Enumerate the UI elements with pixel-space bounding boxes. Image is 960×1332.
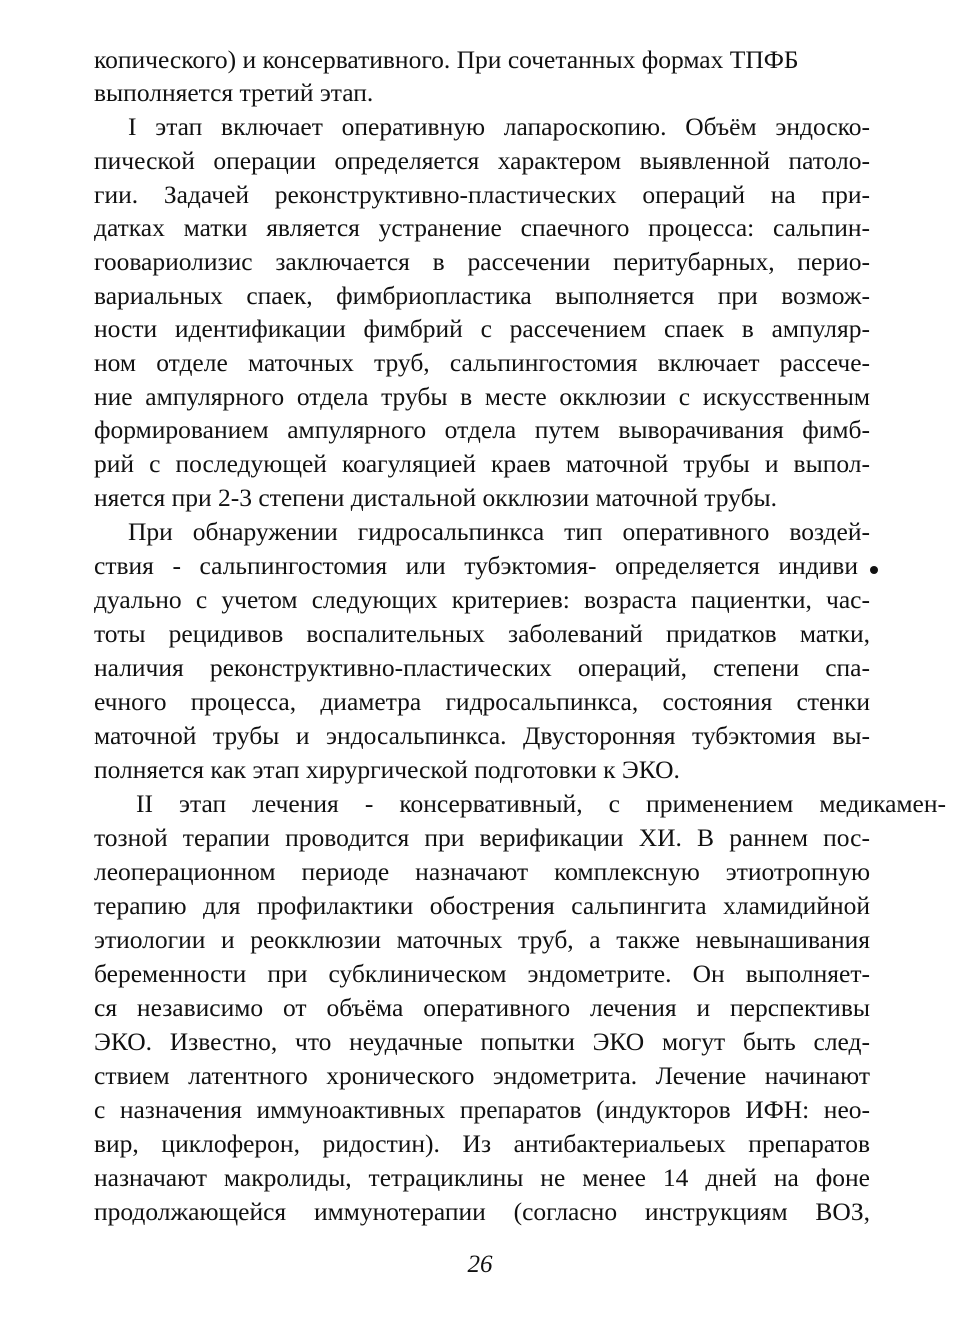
text-line: вариальных спаек, фимбриопластика выполняется при возмож- (94, 281, 870, 310)
bullet-mark (870, 566, 878, 574)
text-line: При обнаружении гидросальпинкса тип оперативного воздей- (128, 517, 870, 546)
text-line: пической операции определяется характером выявленной патоло- (94, 146, 870, 175)
text-line: тозной терапии проводится при верификации ХИ. В раннем пос- (94, 823, 870, 852)
text-line: ние ампулярного отдела трубы в месте окклюзии с искусственным (94, 382, 870, 411)
text-line: терапию для профилактики обострения сальпингита хламидийной (94, 891, 870, 920)
text-line: дуально с учетом следующих критериев: возраста пациентки, час- (94, 585, 870, 614)
text-line: гоовариолизис заключается в рассечении перитубарных, перио- (94, 247, 870, 276)
text-line: этиологии и реокклюзии маточных труб, а также невынашивания (94, 925, 870, 954)
text-line: ности идентификации фимбрий с рассечением спаек в ампуляр- (94, 314, 870, 343)
text-line: ечного процесса, диаметра гидросальпинкса, состояния стенки (94, 687, 870, 716)
text-line: маточной трубы и эндосальпинкса. Двусторонняя тубэктомия вы- (94, 721, 870, 750)
text-line: копического) и консервативного. При сочетанных формах ТПФБ (94, 45, 799, 74)
text-line: ся независимо от объёма оперативного лечения и перспективы (94, 993, 870, 1022)
text-line: ЭКО. Известно, что неудачные попытки ЭКО могут быть след- (94, 1027, 870, 1056)
text-line: ствия - сальпингостомия или тубэктомия- определяется индиви (94, 551, 858, 580)
text-line: тоты рецидивов воспалительных заболеваний придатков матки, (94, 619, 870, 648)
text-line: I этап включает оперативную лапароскопию. Объём эндоско- (128, 112, 870, 141)
text-line: формированием ампулярного отдела путем выворачивания фимб- (94, 415, 870, 444)
text-line: вир, циклоферон, ридостин). Из антибактериальеых препаратов (94, 1129, 870, 1158)
text-line: ном отделе маточных труб, сальпингостомия включает рассече- (94, 348, 870, 377)
text-line: гии. Задачей реконструктивно-пластических операций на при- (94, 180, 870, 209)
text-line: няется при 2-3 степени дистальной окклюзии маточной трубы. (94, 483, 778, 512)
text-line: продолжающейся иммунотерапии (согласно инструкциям ВОЗ, (94, 1197, 870, 1226)
text-line: выполняется третий этап. (94, 78, 374, 107)
text-line: датках матки является устранение спаечного процесса: сальпин- (94, 213, 870, 242)
text-line: наличия реконструктивно-пластических операций, степени спа- (94, 653, 870, 682)
text-line: полняется как этап хирургической подготовки к ЭКО. (94, 755, 680, 784)
text-line: беременности при субклиническом эндометрите. Он выполняет- (94, 959, 870, 988)
text-line: леоперационном периоде назначают комплексную этиотропную (94, 857, 870, 886)
text-line: назначают макролиды, тетрациклины не менее 14 дней на фоне (94, 1163, 870, 1192)
text-line: рий с последующей коагуляцией краев маточной трубы и выпол- (94, 449, 870, 478)
text-line: II этап лечения - консервативный, с применением медикамен- (136, 789, 946, 818)
text-line: ствием латентного хронического эндометрита. Лечение начинают (94, 1061, 870, 1090)
text-line: с назначения иммуноактивных препаратов (индукторов ИФН: нео- (94, 1095, 870, 1124)
page-number: 26 (467, 1251, 493, 1278)
